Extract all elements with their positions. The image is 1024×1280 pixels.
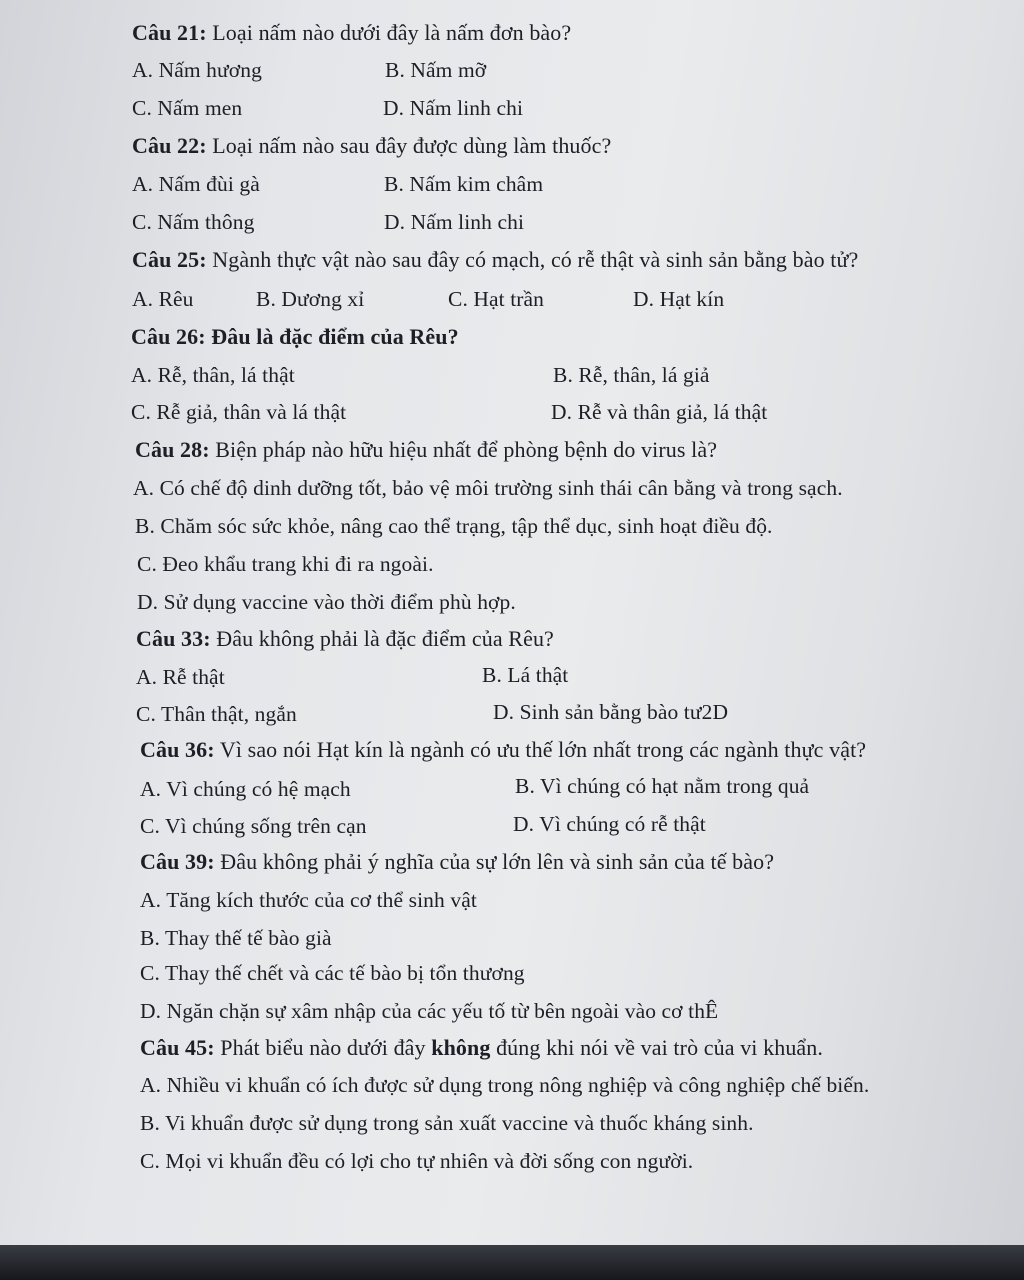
- monitor-bezel: [0, 1245, 1024, 1280]
- option-36-a: A. Vì chúng có hệ mạch: [140, 777, 351, 801]
- option-39-a: A. Tăng kích thước của cơ thể sinh vật: [140, 888, 477, 912]
- question-28: Câu 28: Biện pháp nào hữu hiệu nhất để phòng bệnh do virus là?: [135, 437, 718, 462]
- option-25-b: B. Dương xỉ: [256, 287, 365, 311]
- option-22-c: C. Nấm thông: [132, 210, 255, 234]
- option-28-c: C. Đeo khẩu trang khi đi ra ngoài.: [137, 552, 434, 576]
- option-26-d: D. Rễ và thân giả, lá thật: [551, 400, 768, 424]
- option-36-c: C. Vì chúng sống trên cạn: [140, 814, 367, 838]
- option-28-b: B. Chăm sóc sức khỏe, nâng cao thể trạng, tập thể dục, sinh hoạt điều độ.: [135, 514, 773, 538]
- question-36: Câu 36: Vì sao nói Hạt kín là ngành có ưu thế lớn nhất trong các ngành thực vật?: [140, 737, 867, 762]
- option-33-b: B. Lá thật: [482, 663, 569, 687]
- question-33: Câu 33: Đâu không phải là đặc điểm của Rêu?: [136, 626, 554, 651]
- option-21-c: C. Nấm men: [132, 96, 243, 120]
- option-45-b: B. Vi khuẩn được sử dụng trong sản xuất vaccine và thuốc kháng sinh.: [140, 1111, 754, 1135]
- option-39-b: B. Thay thế tế bào già: [140, 926, 332, 950]
- option-39-d: D. Ngăn chặn sự xâm nhập của các yếu tố từ bên ngoài vào cơ thÊ: [140, 999, 719, 1023]
- question-26: Câu 26: Đâu là đặc điểm của Rêu?: [131, 324, 459, 349]
- option-21-a: A. Nấm hương: [132, 58, 262, 82]
- question-22: Câu 22: Loại nấm nào sau đây được dùng làm thuốc?: [132, 133, 612, 158]
- option-45-c: C. Mọi vi khuẩn đều có lợi cho tự nhiên và đời sống con người.: [140, 1149, 694, 1173]
- option-33-d: D. Sinh sản bằng bào tư2D: [493, 700, 729, 724]
- option-36-b: B. Vì chúng có hạt nằm trong quả: [515, 774, 810, 798]
- option-26-a: A. Rễ, thân, lá thật: [131, 363, 295, 387]
- option-25-c: C. Hạt trần: [448, 287, 545, 311]
- option-28-a: A. Có chế độ dinh dưỡng tốt, bảo vệ môi trường sinh thái cân bằng và trong sạch.: [133, 476, 843, 500]
- option-33-a: A. Rễ thật: [136, 665, 225, 689]
- option-22-a: A. Nấm đùi gà: [132, 172, 260, 196]
- question-45: Câu 45: Phát biểu nào dưới đây không đúng khi nói về vai trò của vi khuẩn.: [140, 1035, 823, 1060]
- option-26-b: B. Rễ, thân, lá giả: [553, 363, 710, 387]
- option-26-c: C. Rễ giả, thân và lá thật: [131, 400, 347, 424]
- option-28-d: D. Sử dụng vaccine vào thời điểm phù hợp.: [137, 590, 516, 614]
- option-22-d: D. Nấm linh chi: [384, 210, 525, 234]
- question-25: Câu 25: Ngành thực vật nào sau đây có mạch, có rễ thật và sinh sản bằng bào tử?: [132, 247, 859, 272]
- option-45-a: A. Nhiều vi khuẩn có ích được sử dụng trong nông nghiệp và công nghiệp chế biến.: [140, 1073, 870, 1097]
- option-36-d: D. Vì chúng có rễ thật: [513, 812, 706, 836]
- option-21-b: B. Nấm mỡ: [385, 58, 487, 82]
- question-21: Câu 21: Loại nấm nào dưới đây là nấm đơn bào?: [132, 20, 572, 45]
- option-25-a: A. Rêu: [132, 287, 194, 311]
- option-22-b: B. Nấm kim châm: [384, 172, 544, 196]
- option-25-d: D. Hạt kín: [633, 287, 725, 311]
- option-33-c: C. Thân thật, ngắn: [136, 702, 297, 726]
- option-39-c: C. Thay thế chết và các tế bào bị tổn thương: [140, 961, 525, 985]
- question-39: Câu 39: Đâu không phải ý nghĩa của sự lớn lên và sinh sản của tế bào?: [140, 849, 775, 874]
- option-21-d: D. Nấm linh chi: [383, 96, 524, 120]
